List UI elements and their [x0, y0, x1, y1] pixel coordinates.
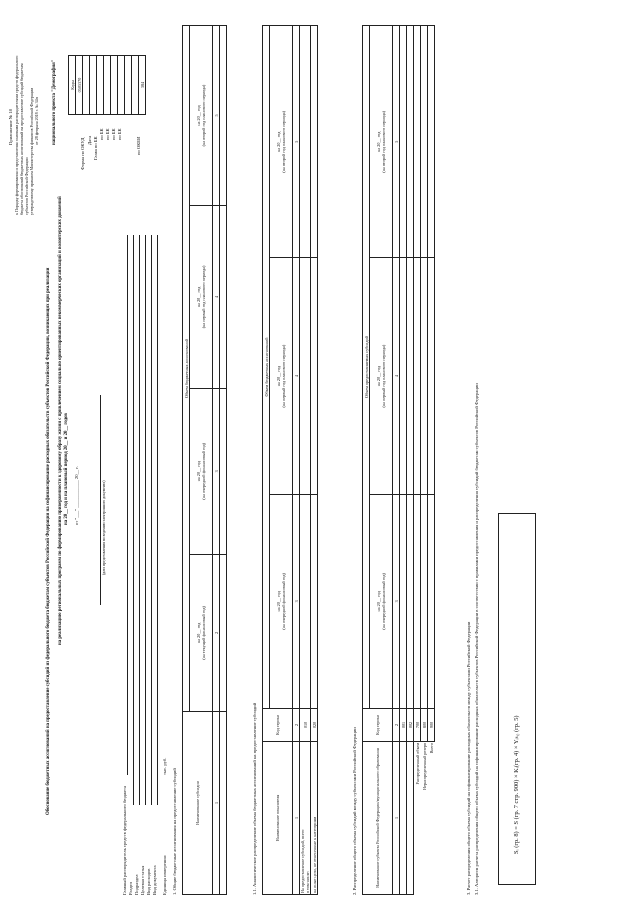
blank-code[interactable] — [132, 56, 139, 115]
s2-cell[interactable] — [400, 494, 407, 708]
s11-code: 020 — [311, 709, 318, 742]
s11-y4-hint: (на второй год планового периода) — [281, 110, 286, 173]
form-title: Обоснование бюджетных ассигнований на предоставление субсидий из федерального бюджета бюджетам субъектов Российской Федерации на софинансирование расходных обязательств субъектов Российской Федерации, возникающих при реализации — [46, 267, 51, 815]
s1-y4-hint: (на второй год планового периода) — [201, 84, 206, 147]
section2-title: 2. Распределение общего объема субсидий между субъектами Российской Федерации — [352, 727, 357, 895]
s2-cell[interactable] — [407, 494, 414, 708]
s1-y2-label: на 20__ год — [196, 461, 201, 482]
field-line — [145, 235, 146, 805]
vr-label: по БК — [111, 128, 116, 140]
s11-cell[interactable] — [311, 494, 318, 708]
s2-y2 — [370, 494, 393, 708]
s1-cell[interactable] — [220, 26, 227, 206]
field-line — [157, 235, 158, 805]
csr-label: по БК — [105, 128, 110, 140]
razdel-label: по БК — [99, 128, 104, 140]
glava-label: Глава по БК — [93, 136, 98, 160]
s1-y3 — [190, 205, 213, 388]
field-grbs: Главный распорядитель средств федерального бюджета — [122, 785, 127, 895]
s11-col-code: Код строки — [263, 709, 293, 742]
s11-num: 3 — [293, 494, 300, 708]
s1-y2 — [190, 388, 213, 554]
s2-num: 4 — [393, 258, 400, 494]
vr-code[interactable] — [118, 56, 125, 115]
s2-code: 700 — [414, 709, 421, 742]
s11-cell[interactable] — [311, 26, 318, 259]
s2-cell[interactable] — [407, 26, 414, 259]
field-line — [133, 235, 134, 805]
field-doc: Вид документа — [152, 865, 157, 895]
section11-table — [262, 25, 318, 895]
s2-code: 002 — [407, 709, 414, 742]
codes-table — [68, 55, 146, 115]
form-title-extra: национального проекта "Демография" — [52, 59, 57, 145]
s1-y4 — [190, 26, 213, 206]
s2-reserve-label: Нераспределенный резерв — [421, 742, 428, 895]
section3-sub: 3.1. Алгоритм расчета распределения общего объема субсидий на софинансирование расходных обязательств субъектов Российской Федерации в соответствии с правилами предоставления и распределения субсидий бюджетам субъектов Российской Федерации — [474, 383, 479, 895]
s11-y2-hint: (на очередной финансовый год) — [281, 573, 286, 630]
date-underline — [100, 395, 101, 605]
s1-y2-hint: (на очередной финансовый год) — [201, 442, 206, 500]
s2-cell[interactable] — [400, 258, 407, 494]
s2-y4-hint: (на второй год планового периода) — [381, 110, 386, 173]
field-line — [127, 235, 128, 775]
s2-num: 2 — [393, 709, 400, 742]
s1-y1 — [190, 554, 213, 711]
s1-num: 3 — [213, 388, 220, 554]
s1-y3-label: на 20__ год — [196, 286, 201, 308]
s11-y3 — [270, 258, 293, 494]
s11-cell[interactable] — [300, 258, 311, 494]
s1-num: 4 — [213, 205, 220, 388]
appendix-line2: к Порядку формирования и представления главными распорядителями средств федерального — [14, 55, 19, 215]
vr2-label: по БК — [117, 128, 122, 140]
s2-cell[interactable] — [421, 258, 428, 494]
s1-cell[interactable] — [220, 388, 227, 554]
s1-y3-hint: (на первый год планового периода) — [201, 265, 206, 329]
s2-y4-label: на 20__ год — [376, 131, 381, 152]
s2-code: 900 — [428, 709, 435, 742]
podrazdel-code[interactable] — [104, 56, 111, 115]
s1-col-name: Наименование субсидии — [183, 712, 213, 895]
glava-code[interactable] — [90, 56, 97, 115]
s11-code: 010 — [300, 709, 311, 742]
date-line: от "___" ____________ 20__ г. — [74, 466, 79, 525]
blank-code[interactable] — [125, 56, 132, 115]
s1-y4-label: на 20__ год — [196, 105, 201, 126]
okud-code: 0505370 — [76, 56, 83, 115]
s11-y3-hint: (на первый год планового периода) — [281, 344, 286, 408]
s2-group: Объем предоставляемых субсидий — [363, 26, 370, 709]
csr-code[interactable] — [111, 56, 118, 115]
s11-num: 2 — [293, 709, 300, 742]
okei-label: по ОКЕИ — [136, 136, 141, 155]
s11-row-other: на иные цели, не отнесенные к категориям — [311, 742, 318, 895]
section3-title: 3. Расчет распределения общего объема субсидий на софинансирование расходных обязательств между субъектами Российской Федерации — [466, 621, 471, 895]
s2-num: 5 — [393, 26, 400, 259]
s11-y3-label: на 20__ год — [276, 365, 281, 387]
form-period: на 20__ год и на плановый период 20__ и 20__ годов — [64, 413, 69, 525]
appendix-line3: бюджета обоснований бюджетных ассигнований на предоставление субсидий бюджетам — [19, 63, 24, 215]
s2-y2-hint: (на очередной финансовый год) — [381, 573, 386, 630]
section1-table — [182, 25, 227, 895]
s11-row-total — [300, 742, 311, 895]
section2-table — [362, 25, 435, 895]
s11-num: 5 — [293, 26, 300, 259]
s1-cell[interactable] — [220, 712, 227, 895]
s2-cell[interactable] — [421, 494, 428, 708]
s11-y2 — [270, 494, 293, 708]
field-podrazdel: Подраздел — [134, 874, 139, 895]
razdel-code[interactable] — [97, 56, 104, 115]
date-hint: (дата представления по ведению электронного документа) — [102, 480, 106, 575]
s11-row-total-label: На предоставление субсидий, всего — [300, 829, 305, 893]
appendix-line5: утвержденному приказом Министерства финансов Российской Федерации — [29, 87, 34, 215]
field-line — [139, 235, 140, 805]
okei-code: 384 — [139, 56, 146, 115]
s2-y2-label: на 20__ год — [376, 591, 381, 612]
section11-title: 1.1. Аналитическое распределение объема бюджетных ассигнований на предоставление субсидий — [252, 702, 257, 895]
field-vr: Вид расходов — [146, 868, 151, 895]
s11-num: 4 — [293, 258, 300, 494]
s11-y2-label: на 20__ год — [276, 591, 281, 612]
form-subtitle: на реализацию региональных программ по формированию приверженности к здоровому образу жизни с привлечением социально ориентированных некоммерческих организаций и волонтерских движений — [58, 196, 63, 645]
field-unit: тыс. руб. — [162, 757, 167, 775]
s1-num: 2 — [213, 554, 220, 711]
date-label: Дата — [87, 135, 92, 145]
s2-cell[interactable] — [414, 258, 421, 494]
s2-code: 800 — [421, 709, 428, 742]
field-unit-label: Единица измерения: — [162, 855, 167, 895]
s2-col-code: Код строки — [363, 709, 393, 742]
s2-y4 — [370, 26, 393, 259]
s2-cell[interactable] — [421, 26, 428, 259]
field-csr: Целевая статья — [140, 865, 145, 895]
s2-cell[interactable] — [428, 26, 435, 259]
s2-cell[interactable] — [400, 742, 407, 895]
appendix-line4: субъектов Российской Федерации — [24, 157, 29, 215]
s2-y3-hint: (на первый год планового периода) — [381, 344, 386, 408]
s11-col-name: Наименование показателя — [263, 742, 293, 895]
codes-title: Коды — [69, 56, 76, 115]
s2-cell[interactable] — [414, 494, 421, 708]
s2-num: 1 — [393, 742, 400, 895]
section1-title: 1. Общие бюджетные ассигнования на предоставление субсидий — [172, 768, 177, 895]
s11-cell[interactable] — [311, 258, 318, 494]
s11-row-total-sub: в том числе: — [305, 871, 310, 893]
s2-total-label: Распределенный объем — [414, 742, 421, 895]
appendix-line1: Приложение № 18 — [8, 109, 13, 145]
s2-cell[interactable] — [407, 742, 414, 895]
s2-col-name: Наименование субъекта Российской Федерации/муниципального образования — [363, 742, 393, 895]
s2-y3 — [370, 258, 393, 494]
formula-box — [498, 513, 536, 885]
s11-cell[interactable] — [300, 494, 311, 708]
s1-num: 1 — [213, 712, 220, 895]
s2-cell[interactable] — [428, 258, 435, 494]
s2-code: 001 — [400, 709, 407, 742]
s11-num: 1 — [293, 742, 300, 895]
field-line — [151, 235, 152, 805]
okud-label: Форма по ОКУД — [80, 137, 85, 170]
s1-y1-label: на 20__ год — [196, 622, 201, 643]
s2-cell[interactable] — [414, 26, 421, 259]
s2-cell[interactable] — [428, 494, 435, 708]
s2-all-label: Всего — [428, 742, 435, 895]
date-code[interactable] — [83, 56, 90, 115]
s11-y4-label: на 20__ год — [276, 131, 281, 152]
s1-cell[interactable] — [220, 554, 227, 711]
s2-y3-label: на 20__ год — [376, 365, 381, 387]
s1-y1-hint: (на текущий финансовый год) — [201, 606, 206, 660]
field-razdel: Раздел — [128, 882, 133, 895]
s11-cell[interactable] — [300, 26, 311, 259]
appendix-line6: от 28 февраля 2018 г. № 34н — [34, 97, 39, 145]
s2-cell[interactable] — [400, 26, 407, 259]
s2-cell[interactable] — [407, 258, 414, 494]
s1-cell[interactable] — [220, 205, 227, 388]
s2-num: 3 — [393, 494, 400, 708]
s1-num: 5 — [213, 26, 220, 206]
s1-group: Объем бюджетных ассигнований — [183, 26, 190, 712]
s11-y4 — [270, 26, 293, 259]
formula-text: Sᵢ (гр. 8) = S (гр. 7 стр. 900) × Kᵢ(гр. 4) × Yᵢₖ₀ (гр. 5) — [513, 715, 520, 854]
s11-group: Объем бюджетных ассигнований — [263, 26, 270, 709]
